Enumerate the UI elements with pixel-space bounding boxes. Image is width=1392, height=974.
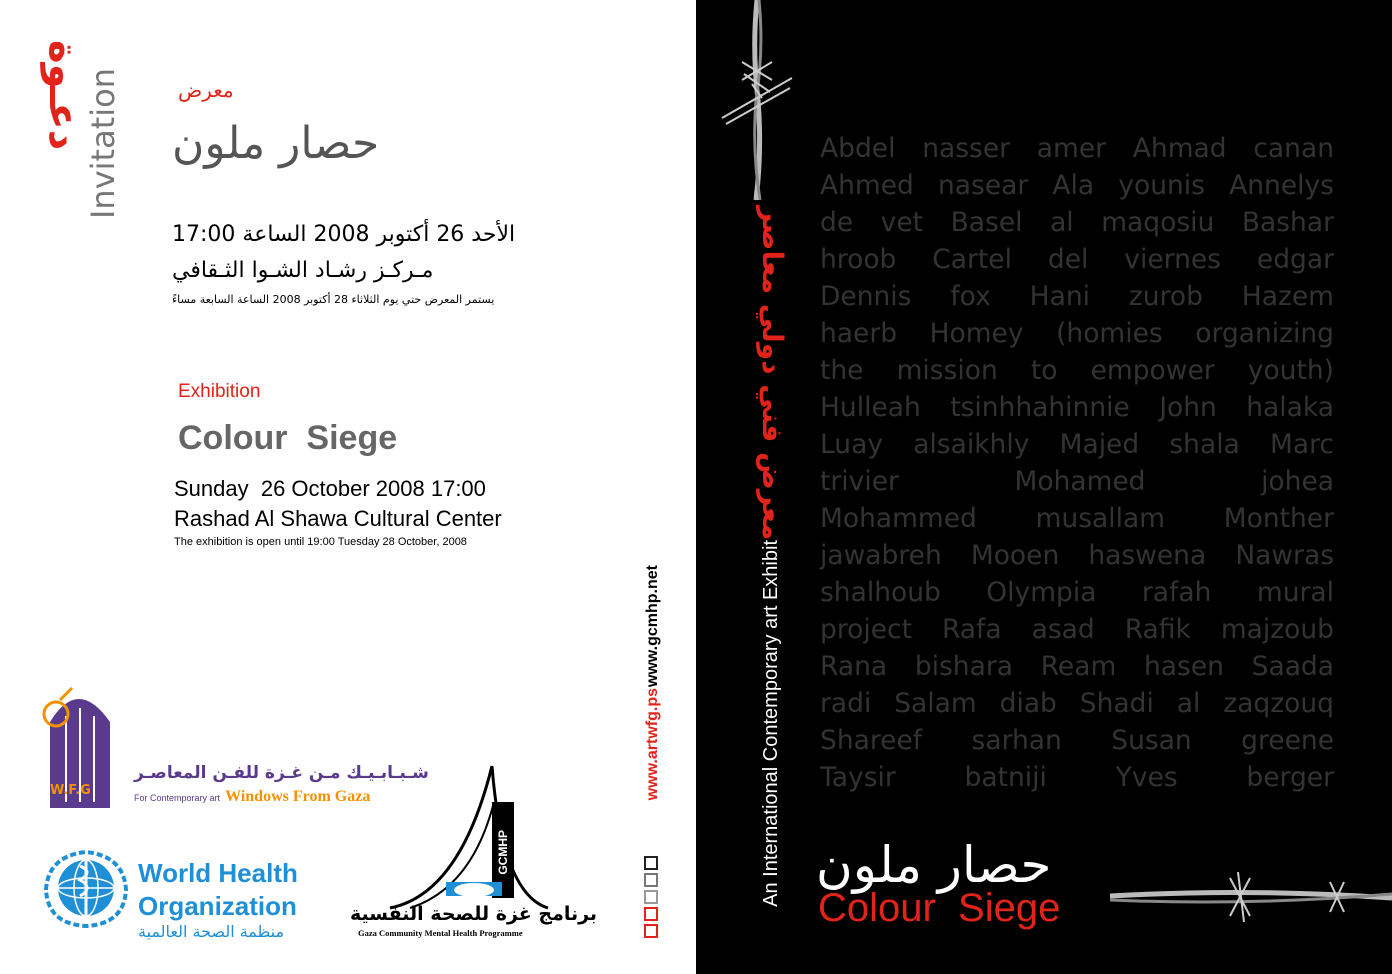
artist-line: Shareef sarhan Susan greene (820, 725, 1334, 756)
vertical-arabic-exhibit: معرض فني دولي معاصر (756, 206, 789, 541)
artist-line: trivier Mohamed johea (820, 466, 1334, 497)
url-artwfg[interactable]: www.artwfg.ps (644, 688, 661, 801)
barbed-wire-bottom (1110, 858, 1392, 938)
artist-line: the mission to empower youth) (820, 355, 1334, 386)
artist-line: Rana bishara Ream hasen Saada (820, 651, 1334, 682)
who-emblem-icon (38, 846, 134, 930)
vertical-invitation: Invitation (84, 68, 122, 219)
ar-exhibition-label: معرض (178, 78, 234, 102)
artist-line: Mohammed musallam Monther (820, 503, 1334, 534)
vertical-english-exhibit: An International Contemporary art Exhibit (760, 540, 782, 907)
barbed-wire-top (712, 0, 802, 200)
en-venue: Rashad Al Shawa Cultural Center (174, 506, 502, 531)
ar-date: الأحد 26 أكتوبر 2008 الساعة 17:00 (172, 222, 516, 247)
artist-line: Ahmed nasear Ala younis Annelys (820, 170, 1334, 201)
wfg-en-name: Windows From Gaza (225, 788, 371, 805)
gcmhp-en: Gaza Community Mental Health Programme (358, 928, 523, 938)
artist-line: hroob Cartel del viernes edgar (820, 244, 1334, 275)
wfg-en-line (134, 786, 370, 806)
artist-line: Abdel nasser amer Ahmad canan (820, 133, 1334, 164)
artist-line: shalhoub Olympia rafah mural (820, 577, 1334, 608)
en-exhibition-label: Exhibition (178, 381, 261, 402)
artist-list (820, 130, 1334, 796)
ar-note: يستمر المعرض حتي يوم الثلاثاء 28 أكتوبر 2008 الساعة السابعة مساءً (172, 293, 495, 306)
vertical-arabic-invitation: دعـوة (40, 40, 86, 151)
who-name-line1: World Health (138, 858, 298, 888)
artist-line: project Rafa asad Rafik majzoub (820, 614, 1334, 645)
en-date: Sunday 26 October 2008 17:00 (174, 476, 486, 501)
wfg-en-prefix: For Contemporary art (134, 793, 221, 803)
artist-line: Hulleah tsinhhahinnie John halaka (820, 392, 1334, 423)
gcmhp-logo (380, 762, 550, 912)
who-name-line2: Organization (138, 891, 297, 921)
artist-line: radi Salam diab Shadi al zaqzouq (820, 688, 1334, 719)
square-grey (644, 873, 658, 887)
who-ar: منظمة الصحة العالمية (138, 922, 285, 941)
square-red (644, 907, 658, 921)
square-light (644, 890, 658, 904)
artist-line: Dennis fox Hani zurob Hazem (820, 281, 1334, 312)
wfg-logo-letters: W.F.G (50, 783, 91, 798)
ar-venue: مـركـز رشـاد الشـوا الثـقافي (172, 258, 434, 283)
square-red-2 (644, 924, 658, 938)
color-squares (644, 856, 658, 941)
artist-line: Taysir batniji Yves berger (820, 762, 1334, 793)
artist-line: haerb Homey (homies organizing (820, 318, 1334, 349)
ar-title: حصار ملون (172, 118, 380, 169)
square-black (644, 856, 658, 870)
wfg-ar-name: شـبـابـيـك مـن غـزة للفـن المعاصـر (134, 763, 429, 783)
en-note: The exhibition is open until 19:00 Tuesday 28 October, 2008 (174, 536, 467, 548)
artist-line: de vet Basel al maqosiu Bashar (820, 207, 1334, 238)
en-title: Colour Siege (178, 419, 398, 457)
bottom-ar-title: حصار ملون (816, 836, 1052, 894)
url-gcmhp[interactable]: www.gcmhp.net (644, 565, 661, 688)
artist-line: jawabreh Mooen haswena Nawras (820, 540, 1334, 571)
gcmhp-tower-text: GCMHP (496, 830, 510, 875)
bottom-en-title: Colour Siege (818, 886, 1061, 930)
gcmhp-ar: برنامج غزة للصحة النفسية (350, 903, 598, 925)
artist-line: Luay alsaikhly Majed shala Marc (820, 429, 1334, 460)
